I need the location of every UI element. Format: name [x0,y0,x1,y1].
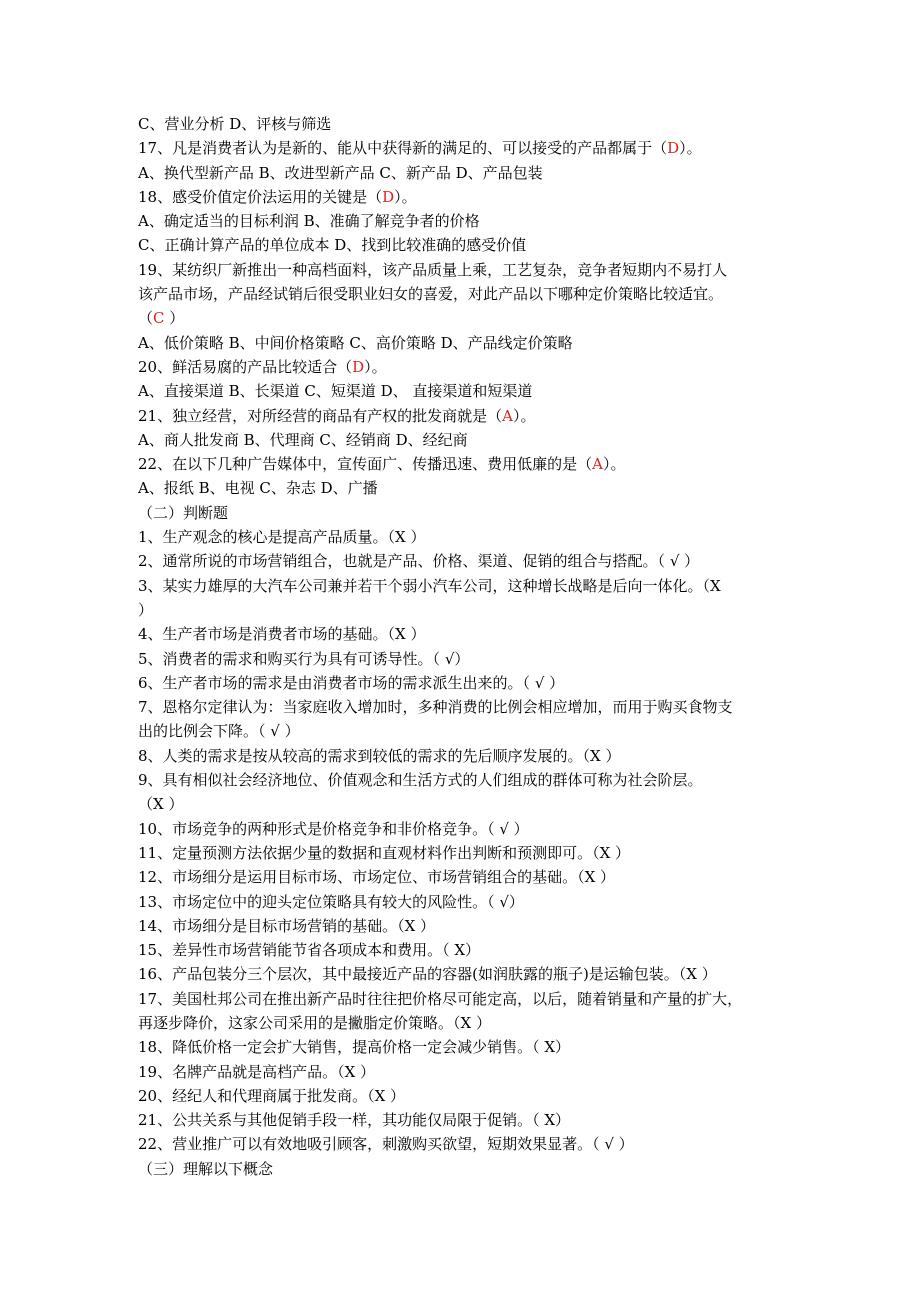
line-text: （三）理解以下概念 [138,1159,274,1178]
line-text: A、确定适当的目标利润 B、准确了解竞争者的价格 [138,212,480,231]
line-text-tail: ）。 [679,139,702,158]
line-text: （X ） [138,795,184,814]
line-text: 10、市场竞争的两种形式是价格竞争和非价格竞争。（ √ ） [138,819,529,838]
text-line [138,987,788,1011]
text-line [138,1157,788,1181]
text-line [138,233,788,257]
line-text: 17、美国杜邦公司在推出新产品时往往把价格尽可能定高，以后，随着销量和产量的扩大， [138,989,743,1008]
line-text: 20、鲜活易腐的产品比较适合（ [138,357,353,376]
line-text: 21、独立经营，对所经营的商品有产权的批发商就是（ [138,406,503,425]
text-line [138,817,788,841]
line-text: 9、具有相似社会经济地位、价值观念和生活方式的人们组成的群体可称为社会阶层。 [138,771,703,790]
text-line [138,379,788,403]
line-text: 17、凡是消费者认为是新的、能从中获得新的满足的、可以接受的产品都属于（ [138,139,668,158]
text-line [138,1011,788,1035]
line-text: C、正确计算产品的单位成本 D、找到比较准确的感受价值 [138,236,527,255]
line-text: 8、人类的需求是按从较高的需求到较低的需求的先后顺序发展的。（X ） [138,746,621,765]
text-line [138,306,788,330]
line-text: 19、名牌产品就是高档产品。（X ） [138,1062,376,1081]
line-text: 7、恩格尔定律认为：当家庭收入增加时，多种消费的比例会相应增加，而用于购买食物支 [138,698,733,717]
text-line [138,671,788,695]
line-text: 15、差异性市场营销能节省各项成本和费用。（ X） [138,941,481,960]
text-line [138,1108,788,1132]
text-line [138,404,788,428]
text-line [138,185,788,209]
line-text: 11、定量预测方法依据少量的数据和直观材料作出判断和预测即可。（X ） [138,843,631,862]
line-text: A、报纸 B、电视 C、杂志 D、广播 [138,479,378,498]
text-line [138,549,788,573]
line-text: 12、市场细分是运用目标市场、市场定位、市场营销组合的基础。（X ） [138,868,616,887]
text-line [138,428,788,452]
answer-mark: A [592,455,603,474]
text-line [138,1035,788,1059]
line-text: 出的比例会下降。（ √ ） [138,722,300,741]
line-text: 16、产品包装分三个层次，其中最接近产品的容器(如润肤露的瓶子)是运输包装。（X ） [138,965,717,984]
line-text: 再逐步降价，这家公司采用的是撇脂定价策略。（X ） [138,1013,491,1032]
line-text: A、商人批发商 B、代理商 C、经销商 D、经纪商 [138,430,468,449]
answer-mark: D [382,187,395,206]
line-text: 5、消费者的需求和购买行为具有可诱导性。（ √） [138,649,470,668]
answer-mark: D [352,357,365,376]
line-text-tail: ）。 [364,357,387,376]
line-text-tail: ）。 [394,187,417,206]
text-line [138,476,788,500]
line-text: 18、降低价格一定会扩大销售，提高价格一定会减少销售。（ X） [138,1038,571,1057]
text-line [138,598,788,622]
text-line [138,865,788,889]
text-line [138,914,788,938]
line-text-tail: ）。 [512,406,536,425]
text-line [138,1132,788,1156]
document-body [138,112,788,1181]
line-text-tail: ） [164,309,185,328]
line-text: 21、公共关系与其他促销手段一样，其功能仅局限于促销。（ X） [138,1111,571,1130]
text-line [138,938,788,962]
text-line [138,695,788,719]
line-text: 20、经纪人和代理商属于批发商。（X ） [138,1086,406,1105]
text-line [138,331,788,355]
text-line [138,161,788,185]
text-line [138,622,788,646]
text-line [138,744,788,768]
line-text: 22、营业推广可以有效地吸引顾客，刺激购买欲望，短期效果显著。（ √ ） [138,1135,634,1154]
text-line [138,1060,788,1084]
answer-mark: A [502,406,513,425]
line-text: （二）判断题 [138,503,229,522]
text-line [138,962,788,986]
line-text: 22、在以下几种广告媒体中，宣传面广、传播迅速、费用低廉的是（ [138,455,593,474]
line-text: 18、感受价值定价法运用的关键是（ [138,187,383,206]
line-text: 该产品市场，产品经试销后很受职业妇女的喜爱，对此产品以下哪种定价策略比较适宜。 [138,285,724,304]
line-text: 19、某纺织厂新推出一种高档面料，该产品质量上乘，工艺复杂，竞争者短期内不易打人 [138,260,728,279]
text-line [138,501,788,525]
text-line [138,525,788,549]
line-text: 4、生产者市场是消费者市场的基础。（X ） [138,625,426,644]
text-line [138,1084,788,1108]
text-line [138,647,788,671]
text-line [138,841,788,865]
answer-mark: D [667,139,680,158]
text-line [138,792,788,816]
text-line [138,209,788,233]
line-text: 13、市场定位中的迎头定位策略具有较大的风险性。（ √） [138,892,524,911]
line-text: C、营业分析 D、评核与筛选 [138,115,332,133]
text-line [138,768,788,792]
line-text: A、换代型新产品 B、改进型新产品 C、新产品 D、产品包装 [138,163,543,182]
text-line [138,112,788,136]
line-text: 3、某实力雄厚的大汽车公司兼并若干个弱小汽车公司，这种增长战略是后向一体化。（X [138,576,721,595]
line-text: 6、生产者市场的需求是由消费者市场的需求派生出来的。（ √ ） [138,673,565,692]
text-line [138,355,788,379]
line-text: ） [138,600,154,619]
line-text: 2、通常所说的市场营销组合，也就是产品、价格、渠道、促销的组合与搭配。（ √ ） [138,552,700,571]
text-line [138,574,788,598]
line-text: A、直接渠道 B、长渠道 C、短渠道 D、 直接渠道和短渠道 [138,382,533,401]
line-text: 14、市场细分是目标市场营销的基础。（X ） [138,916,436,935]
text-line [138,258,788,282]
text-line [138,890,788,914]
line-text: A、低价策略 B、中间价格策略 C、高价策略 D、产品线定价策略 [138,333,573,352]
text-line [138,136,788,160]
answer-mark: C [153,309,165,328]
text-line [138,282,788,306]
text-line [138,719,788,743]
line-text-tail: ）。 [602,455,626,474]
text-line [138,452,788,476]
line-text: 1、生产观念的核心是提高产品质量。（X ） [138,528,426,547]
line-text: （ [138,309,154,328]
